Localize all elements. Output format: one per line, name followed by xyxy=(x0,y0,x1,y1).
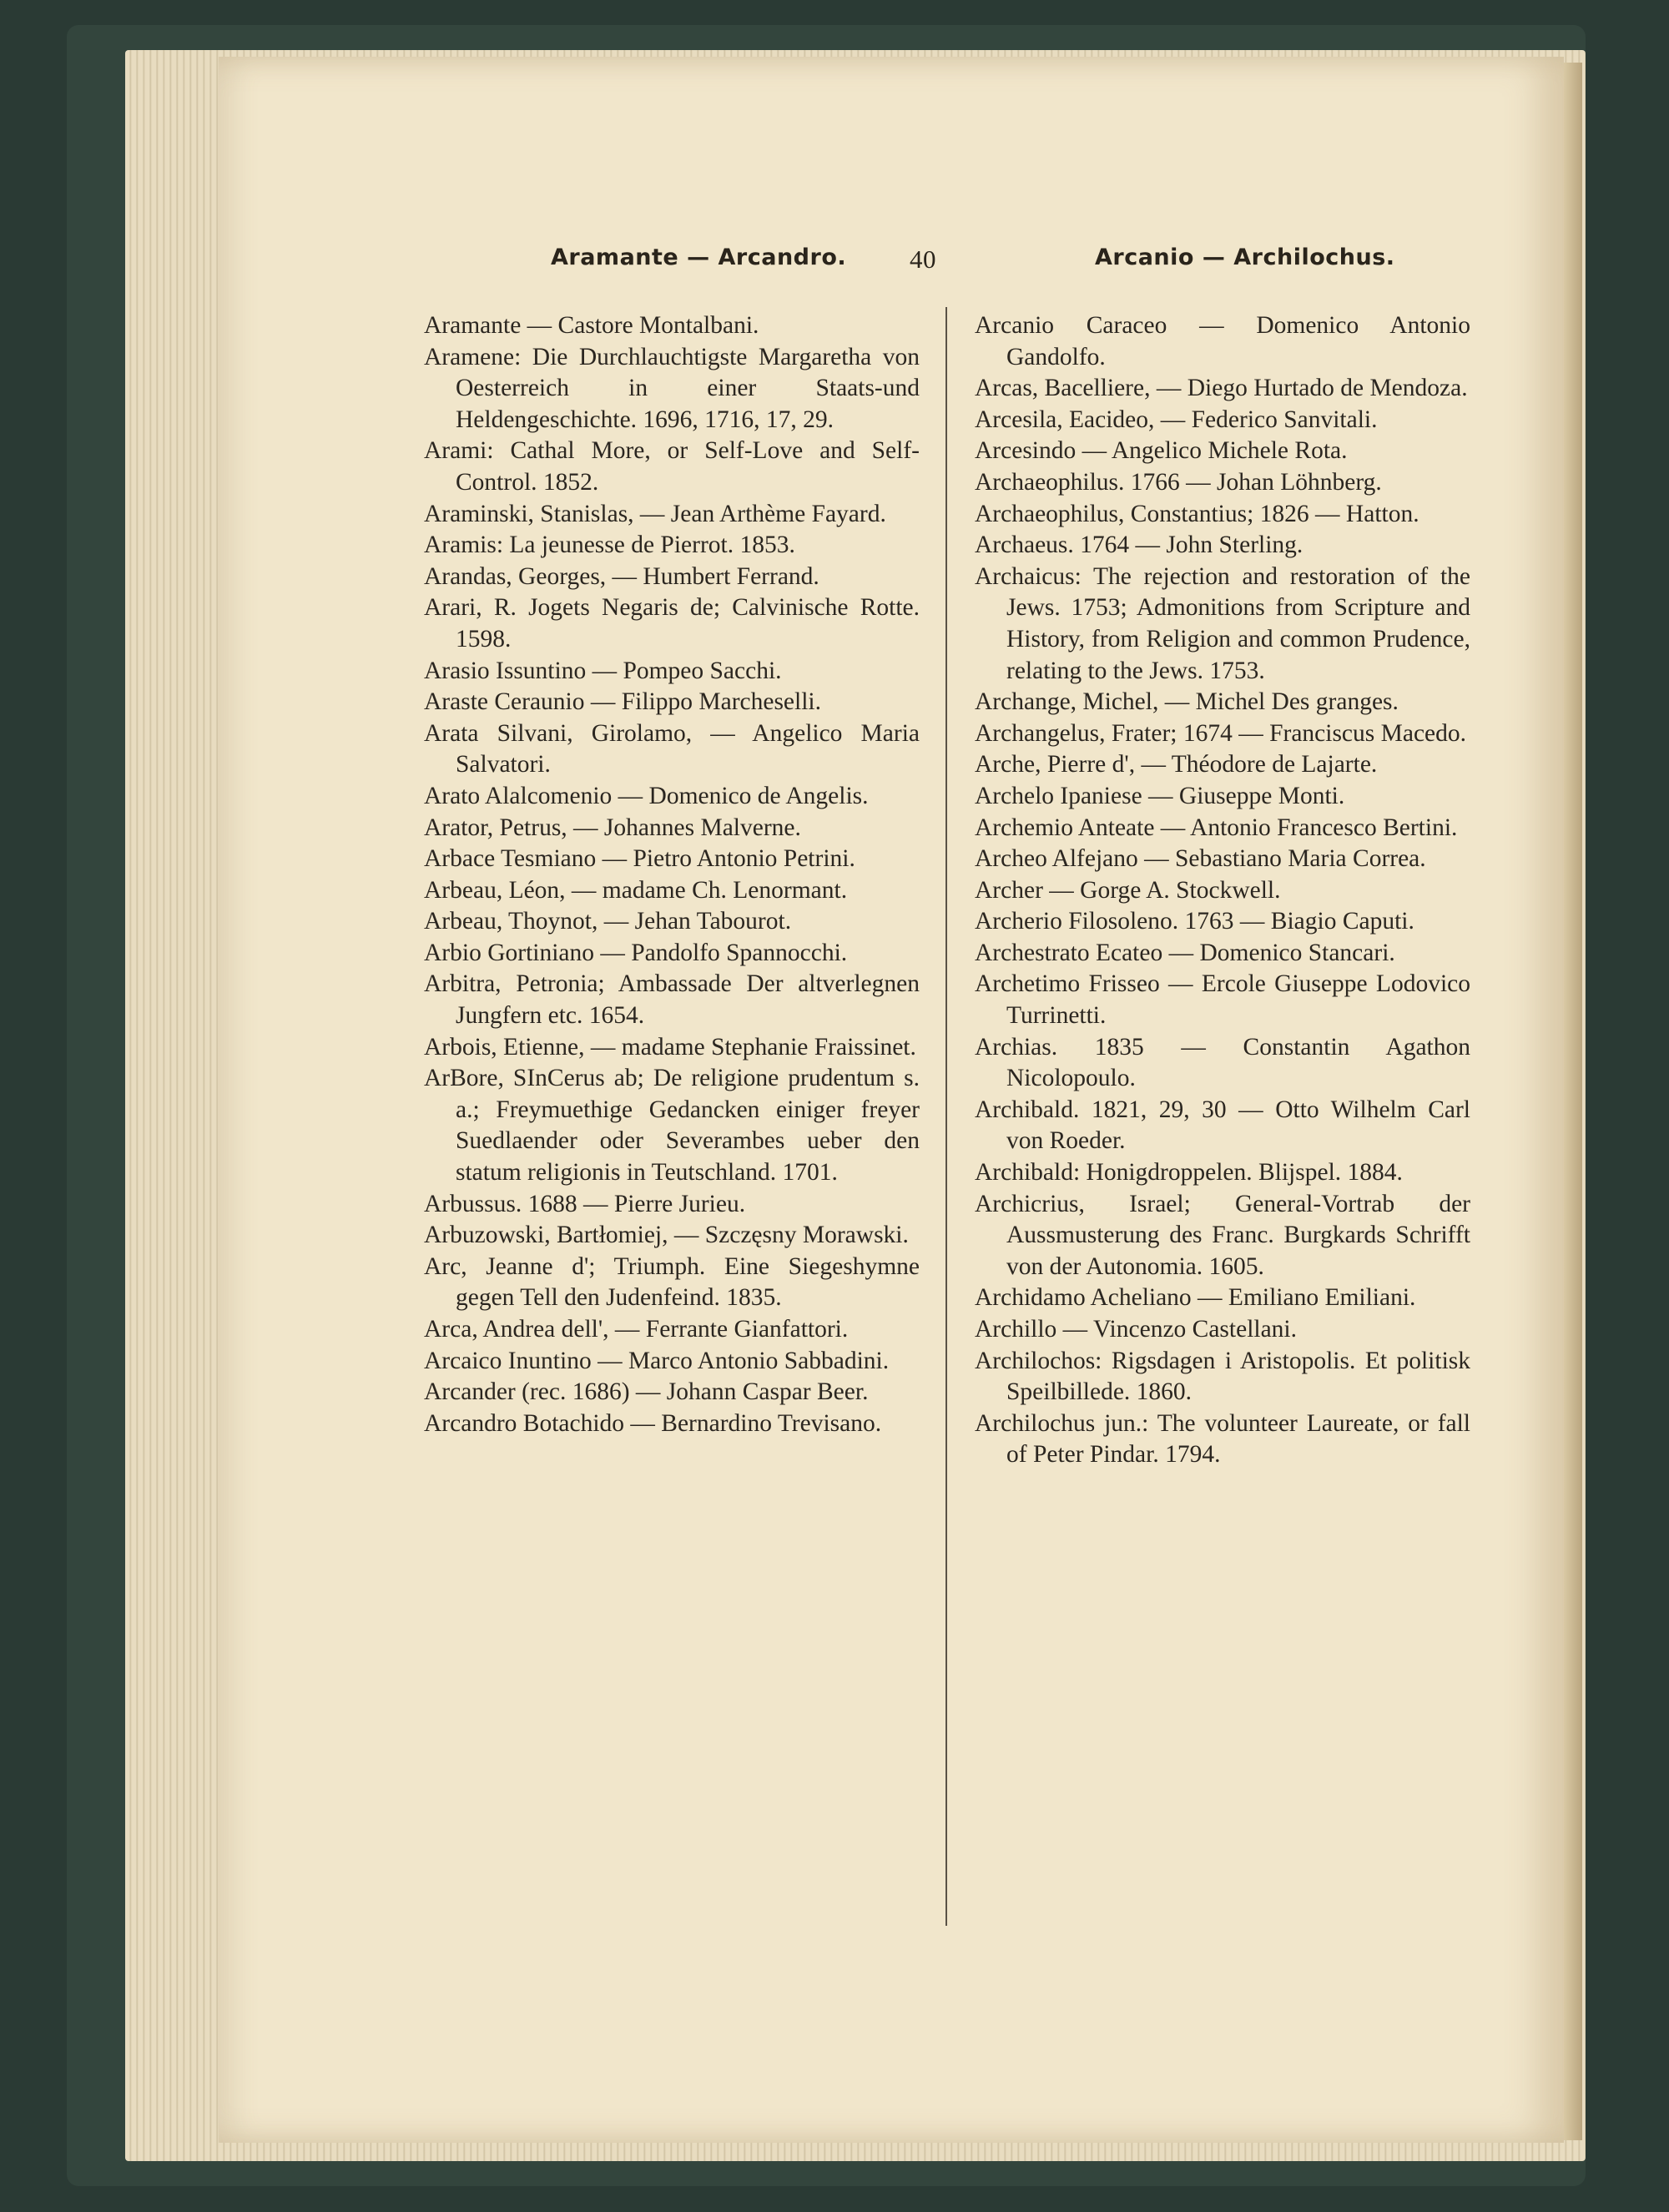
entry: Arc, Jeanne d'; Triumph. Eine Siegeshymne gegen Tell den Judenfeind. 1835. xyxy=(424,1252,920,1312)
entry: Araste Ceraunio — Filippo Marcheselli. xyxy=(424,688,821,716)
entry: Archibald. 1821, 29, 30 — Otto Wilhelm Carl von Roeder. xyxy=(975,1096,1470,1155)
right-column xyxy=(975,310,1470,1471)
entry: Arami: Cathal More, or Self-Love and Self-Control. 1852. xyxy=(424,437,920,496)
entry: Arcanio Caraceo — Domenico Antonio Gandolfo. xyxy=(975,312,1470,370)
entry: Archicrius, Israel; General-Vortrab der Aussmusterung des Franc. Burgkards Schrifft von der Autonomia. 1605. xyxy=(975,1190,1470,1280)
entry: Arari, R. Jogets Negaris de; Calvinische Rotte. 1598. xyxy=(424,594,920,653)
entry: Arato Alalcomenio — Domenico de Angelis. xyxy=(424,782,869,809)
page-number: 40 xyxy=(910,244,936,274)
running-header-right: Arcanio — Archilochus. xyxy=(1095,244,1395,270)
entry: Archestrato Ecateo — Domenico Stancari. xyxy=(975,939,1395,966)
entry: Arata Silvani, Girolamo, — Angelico Maria Salvatori. xyxy=(424,719,920,778)
entry: Archangelus, Frater; 1674 — Franciscus Macedo. xyxy=(975,719,1467,747)
entry: Arca, Andrea dell', — Ferrante Gianfattori. xyxy=(424,1316,849,1343)
entry: Archaicus: The rejection and restoration of the Jews. 1753; Admonitions from Scripture and History, from Religion and common Prudence, relating to the Jews. 1753. xyxy=(975,562,1470,684)
entry: Arbeau, Thoynot, — Jehan Tabourot. xyxy=(424,908,792,935)
entry: Arbussus. 1688 — Pierre Jurieu. xyxy=(424,1190,746,1217)
entry: Archillo — Vincenzo Castellani. xyxy=(975,1316,1298,1343)
entry: Arbio Gortiniano — Pandolfo Spannocchi. xyxy=(424,939,848,966)
entry: Archilochus jun.: The volunteer Laureate, or fall of Peter Pindar. 1794. xyxy=(975,1409,1470,1469)
entry: Aramis: La jeunesse de Pierrot. 1853. xyxy=(424,532,795,559)
entry: Archilochos: Rigsdagen i Aristopolis. Et politisk Speilbillede. 1860. xyxy=(975,1347,1470,1406)
entry: Archerio Filosoleno. 1763 — Biagio Caputi. xyxy=(975,908,1414,935)
entry: Arcesindo — Angelico Michele Rota. xyxy=(975,437,1348,465)
entry: Archaeophilus. 1766 — Johan Löhnberg. xyxy=(975,468,1382,496)
entry: Archange, Michel, — Michel Des granges. xyxy=(975,688,1399,716)
entry: Arbace Tesmiano — Pietro Antonio Petrini. xyxy=(424,845,855,873)
page-edge xyxy=(1564,63,1582,2140)
column-divider xyxy=(945,307,947,1926)
entry: Arandas, Georges, — Humbert Ferrand. xyxy=(424,562,819,590)
left-column xyxy=(424,310,920,1439)
entry: Archemio Anteate — Antonio Francesco Bertini. xyxy=(975,814,1458,841)
entry: Arcesila, Eacideo, — Federico Sanvitali. xyxy=(975,406,1378,433)
entry: Arche, Pierre d', — Théodore de Lajarte. xyxy=(975,751,1378,778)
entry: Archaeus. 1764 — John Sterling. xyxy=(975,532,1303,559)
entry: Archias. 1835 — Constantin Agathon Nicolopoulo. xyxy=(975,1033,1470,1092)
entry: Arbuzowski, Bartłomiej, — Szczęsny Morawski. xyxy=(424,1222,909,1249)
entry: Archer — Gorge A. Stockwell. xyxy=(975,876,1281,904)
entry: Araminski, Stanislas, — Jean Arthème Fayard. xyxy=(424,500,886,527)
entry: ArBore, SInCerus ab; De religione prudentum s. a.; Freymuethige Gedancken einiger freyer Suedlaender oder Severambes ueber den statum religionis in Teutschland. 1701. xyxy=(424,1065,920,1187)
entry: Arbois, Etienne, — madame Stephanie Fraissinet. xyxy=(424,1033,916,1061)
entry: Arbeau, Léon, — madame Ch. Lenormant. xyxy=(424,876,848,904)
entry: Aramene: Die Durchlauchtigste Margaretha von Oesterreich in einer Staats-und Heldengeschichte. 1696, 1716, 17, 29. xyxy=(424,343,920,433)
entry: Archidamo Acheliano — Emiliano Emiliani. xyxy=(975,1284,1416,1312)
entry: Archelo Ipaniese — Giuseppe Monti. xyxy=(975,782,1345,809)
entry: Arcander (rec. 1686) — Johann Caspar Beer. xyxy=(424,1378,869,1406)
entry: Aramante — Castore Montalbani. xyxy=(424,312,759,339)
entry: Archaeophilus, Constantius; 1826 — Hatton. xyxy=(975,500,1419,527)
entry: Arbitra, Petronia; Ambassade Der altverlegnen Jungfern etc. 1654. xyxy=(424,970,920,1030)
entry: Arcandro Botachido — Bernardino Trevisano. xyxy=(424,1409,882,1437)
entry: Archetimo Frisseo — Ercole Giuseppe Lodovico Turrinetti. xyxy=(975,970,1470,1030)
entry: Arcaico Inuntino — Marco Antonio Sabbadini. xyxy=(424,1347,890,1374)
entry: Archibald: Honigdroppelen. Blijspel. 1884. xyxy=(975,1159,1403,1187)
entry: Arasio Issuntino — Pompeo Sacchi. xyxy=(424,657,782,684)
entry: Arator, Petrus, — Johannes Malverne. xyxy=(424,814,801,841)
running-header-left: Aramante — Arcandro. xyxy=(551,244,847,270)
entry: Arcas, Bacelliere, — Diego Hurtado de Mendoza. xyxy=(975,375,1468,402)
entry: Archeo Alfejano — Sebastiano Maria Correa. xyxy=(975,845,1426,873)
